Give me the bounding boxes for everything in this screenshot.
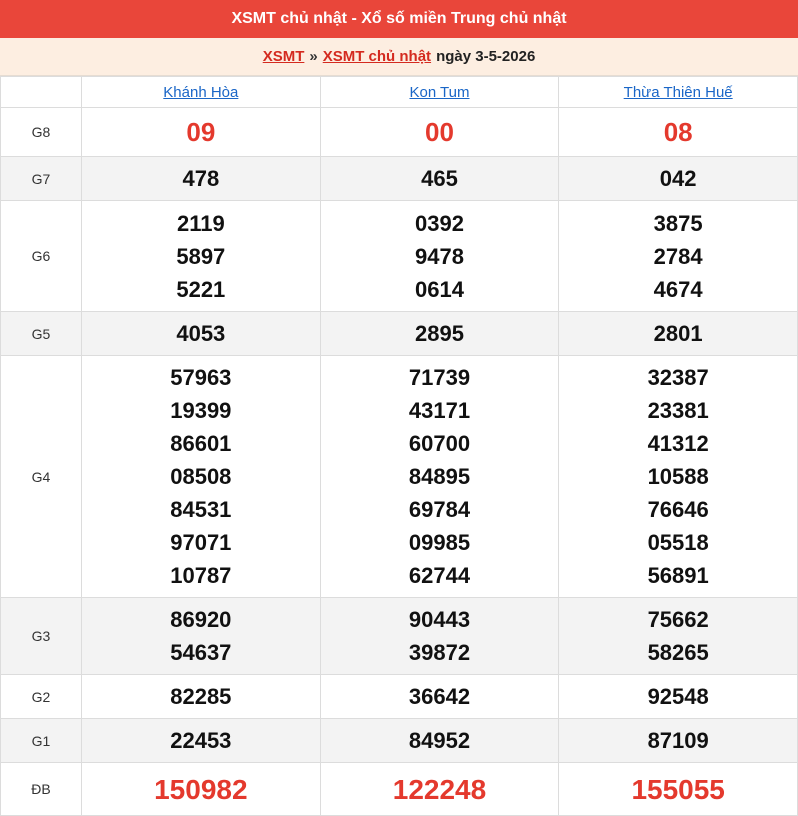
prize-number: 92548 bbox=[647, 684, 709, 709]
prize-number: 09985 bbox=[408, 530, 471, 555]
prize-number: 43171 bbox=[408, 398, 471, 423]
prize-cell bbox=[559, 356, 798, 598]
prize-label: G8 bbox=[1, 108, 82, 157]
prize-number: 5897 bbox=[176, 243, 226, 269]
prize-number: 3875 bbox=[653, 210, 703, 236]
prize-cell bbox=[82, 201, 321, 312]
prize-number: 00 bbox=[425, 116, 454, 147]
prize-number: 10588 bbox=[647, 464, 709, 489]
prize-number: 86920 bbox=[170, 607, 232, 632]
prize-cell bbox=[82, 598, 321, 675]
prize-number: 22453 bbox=[170, 728, 232, 753]
prize-cell bbox=[82, 719, 321, 763]
prize-row-g1 bbox=[1, 719, 798, 763]
prize-number: 69784 bbox=[408, 497, 471, 522]
prize-number: 87109 bbox=[647, 728, 709, 753]
prize-label: G2 bbox=[1, 675, 82, 719]
prize-number: 56891 bbox=[647, 563, 709, 588]
prize-number: 57963 bbox=[170, 365, 232, 390]
prize-cell bbox=[82, 356, 321, 598]
prize-number: 2801 bbox=[653, 321, 703, 346]
prize-number: 84952 bbox=[408, 728, 471, 753]
prize-number: 84895 bbox=[408, 464, 471, 489]
prize-number: 54637 bbox=[170, 640, 232, 665]
header-corner bbox=[1, 77, 82, 108]
prize-number: 2784 bbox=[653, 243, 703, 269]
prize-number: 39872 bbox=[408, 640, 471, 665]
prize-row-special bbox=[1, 763, 798, 816]
prize-row-g6 bbox=[1, 201, 798, 312]
prize-cell bbox=[559, 763, 798, 816]
prize-cell bbox=[559, 157, 798, 201]
prize-number: 05518 bbox=[647, 530, 709, 555]
breadcrumb-link-xsmt-sunday[interactable]: XSMT chủ nhật bbox=[322, 48, 432, 65]
prize-number: 10787 bbox=[170, 563, 232, 588]
prize-label: G3 bbox=[1, 598, 82, 675]
prize-cell bbox=[320, 719, 559, 763]
prize-number: 09 bbox=[186, 116, 216, 147]
draw-date: ngày 3-5-2026 bbox=[436, 48, 536, 65]
prize-label: G7 bbox=[1, 157, 82, 201]
prize-row-g5 bbox=[1, 312, 798, 356]
prize-cell bbox=[82, 108, 321, 157]
province-header bbox=[82, 77, 321, 108]
prize-number: 84531 bbox=[170, 497, 232, 522]
prize-cell bbox=[320, 675, 559, 719]
prize-number: 97071 bbox=[170, 530, 232, 555]
prize-cell bbox=[320, 763, 559, 816]
prize-number: 4053 bbox=[176, 321, 226, 346]
special-prize-number: 150982 bbox=[154, 773, 248, 805]
prize-number: 62744 bbox=[408, 563, 471, 588]
prize-number: 0614 bbox=[415, 276, 464, 302]
prize-cell bbox=[320, 598, 559, 675]
prize-cell bbox=[320, 312, 559, 356]
prize-cell bbox=[82, 675, 321, 719]
breadcrumb-link-xsmt[interactable]: XSMT bbox=[262, 48, 305, 65]
page-title: XSMT chủ nhật - Xổ số miền Trung chủ nhật bbox=[0, 0, 798, 38]
special-prize-number: 155055 bbox=[631, 773, 725, 805]
prize-number: 0392 bbox=[415, 210, 464, 236]
prize-number: 82285 bbox=[170, 684, 232, 709]
province-link-kon-tum[interactable]: Kon Tum bbox=[409, 83, 470, 101]
prize-number: 465 bbox=[421, 166, 458, 191]
prize-number: 32387 bbox=[647, 365, 709, 390]
prize-cell bbox=[559, 598, 798, 675]
province-link-khanh-hoa[interactable]: Khánh Hòa bbox=[163, 83, 239, 101]
prize-number: 2895 bbox=[415, 321, 464, 346]
prize-cell bbox=[559, 201, 798, 312]
results-table bbox=[0, 76, 798, 816]
prize-number: 4674 bbox=[653, 276, 703, 302]
prize-row-g8 bbox=[1, 108, 798, 157]
province-link-thua-thien-hue[interactable]: Thừa Thiên Huế bbox=[623, 83, 733, 101]
prize-number: 76646 bbox=[647, 497, 709, 522]
prize-cell bbox=[559, 675, 798, 719]
prize-label: G5 bbox=[1, 312, 82, 356]
prize-number: 58265 bbox=[647, 640, 709, 665]
prize-label: ĐB bbox=[1, 763, 82, 816]
prize-number: 042 bbox=[659, 166, 697, 191]
prize-number: 60700 bbox=[408, 431, 471, 456]
prize-cell bbox=[82, 312, 321, 356]
prize-label: G6 bbox=[1, 201, 82, 312]
prize-number: 08 bbox=[663, 116, 693, 147]
prize-cell bbox=[320, 356, 559, 598]
prize-cell bbox=[320, 108, 559, 157]
prize-cell bbox=[82, 763, 321, 816]
prize-cell bbox=[559, 719, 798, 763]
prize-number: 90443 bbox=[408, 607, 471, 632]
prize-number: 5221 bbox=[176, 276, 226, 302]
prize-label: G4 bbox=[1, 356, 82, 598]
prize-cell bbox=[559, 108, 798, 157]
prize-row-g3 bbox=[1, 598, 798, 675]
breadcrumb bbox=[0, 38, 798, 76]
prize-label: G1 bbox=[1, 719, 82, 763]
prize-number: 71739 bbox=[408, 365, 471, 390]
prize-number: 08508 bbox=[170, 464, 232, 489]
prize-number: 36642 bbox=[408, 684, 471, 709]
prize-row-g4 bbox=[1, 356, 798, 598]
province-header bbox=[320, 77, 559, 108]
prize-number: 86601 bbox=[170, 431, 232, 456]
prize-number: 75662 bbox=[647, 607, 709, 632]
prize-number: 9478 bbox=[415, 243, 464, 269]
prize-number: 41312 bbox=[647, 431, 709, 456]
prize-number: 19399 bbox=[170, 398, 232, 423]
special-prize-number: 122248 bbox=[392, 773, 487, 805]
prize-cell bbox=[320, 157, 559, 201]
province-header bbox=[559, 77, 798, 108]
prize-cell bbox=[82, 157, 321, 201]
prize-row-g2 bbox=[1, 675, 798, 719]
prize-number: 23381 bbox=[647, 398, 709, 423]
prize-cell bbox=[320, 201, 559, 312]
breadcrumb-separator: » bbox=[309, 48, 318, 65]
prize-number: 2119 bbox=[176, 210, 225, 236]
province-header-row bbox=[1, 77, 798, 108]
prize-cell bbox=[559, 312, 798, 356]
prize-number: 478 bbox=[182, 166, 220, 191]
prize-row-g7 bbox=[1, 157, 798, 201]
